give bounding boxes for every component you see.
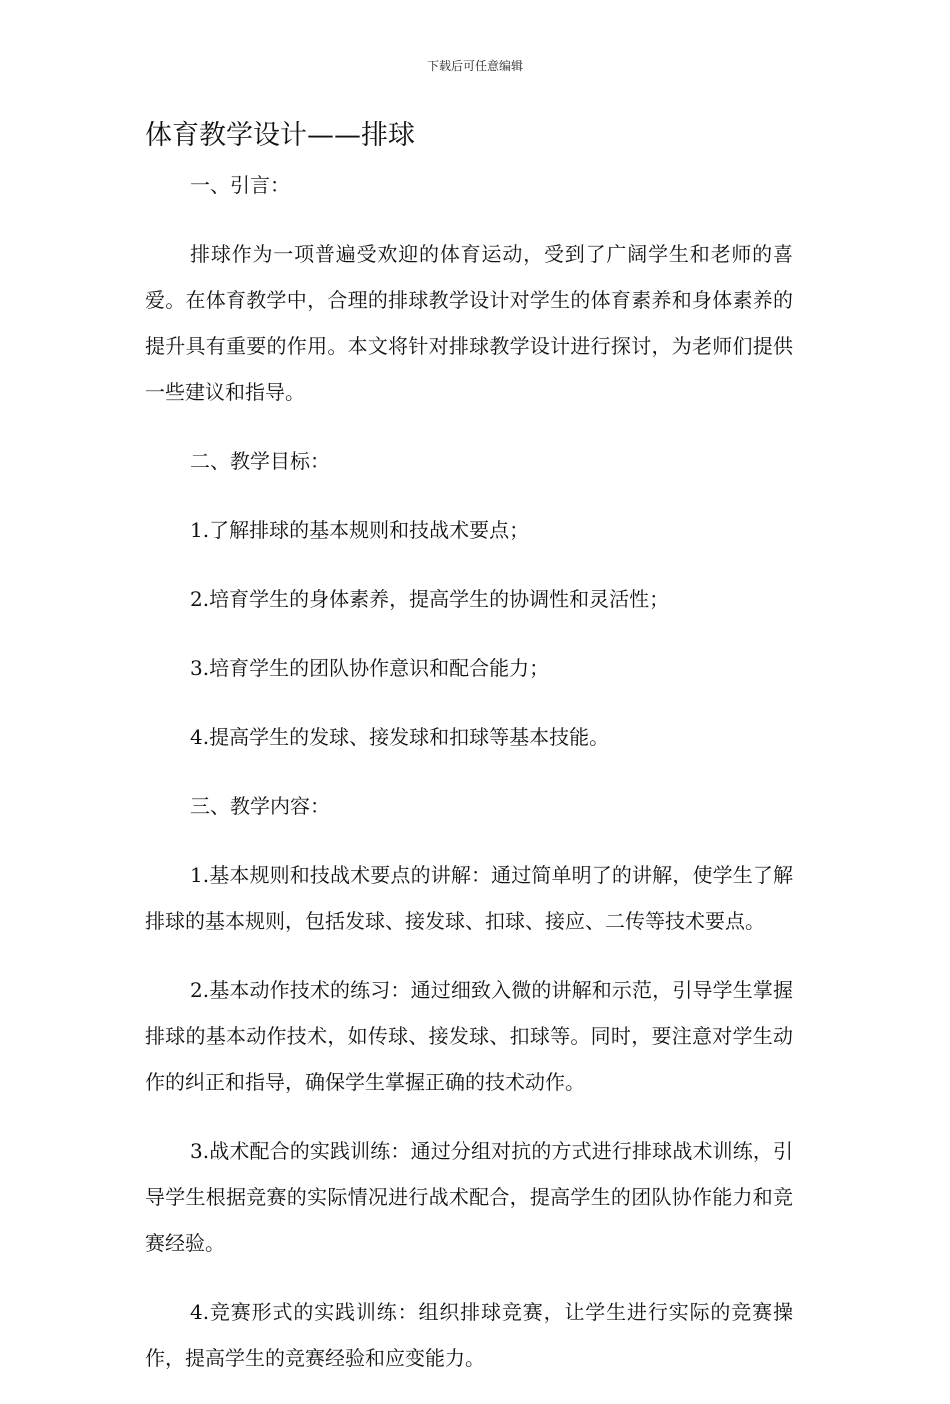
section-heading-introduction: 一、引言：: [190, 173, 290, 197]
objective-item: 3.培育学生的团队协作意识和配合能力；: [190, 656, 550, 680]
section-heading-content: 三、教学内容：: [190, 794, 330, 818]
document-title: 体育教学设计——排球: [145, 120, 415, 151]
document-body: [145, 162, 793, 1404]
content-paragraph: 1.基本规则和技战术要点的讲解：通过简单明了的讲解，使学生了解排球的基本规则，包括发球、接发球、扣球、接应、二传等技术要点。: [145, 863, 793, 933]
objective-item: 1.了解排球的基本规则和技战术要点；: [190, 518, 530, 542]
header-note: 下载后可任意编辑: [426, 59, 523, 73]
objective-item: 4.提高学生的发球、接发球和扣球等基本技能。: [190, 725, 610, 749]
section-heading-objectives: 二、教学目标：: [190, 449, 330, 473]
content-paragraph: 2.基本动作技术的练习：通过细致入微的讲解和示范，引导学生掌握排球的基本动作技术，如传球、接发球、扣球等。同时，要注意对学生动作的纠正和指导，确保学生掌握正确的技术动作。: [145, 978, 793, 1094]
content-paragraph: 4.竞赛形式的实践训练：组织排球竞赛，让学生进行实际的竞赛操作，提高学生的竞赛经验和应变能力。: [145, 1300, 793, 1370]
introduction-paragraph: 排球作为一项普遍受欢迎的体育运动，受到了广阔学生和老师的喜爱。在体育教学中，合理的排球教学设计对学生的体育素养和身体素养的提升具有重要的作用。本文将针对排球教学设计进行探讨，为老师们提供一些建议和指导。: [145, 242, 793, 404]
objective-item: 2.培育学生的身体素养，提高学生的协调性和灵活性；: [190, 587, 670, 611]
content-paragraph: 3.战术配合的实践训练：通过分组对抗的方式进行排球战术训练，引导学生根据竞赛的实际情况进行战术配合，提高学生的团队协作能力和竞赛经验。: [145, 1139, 793, 1255]
